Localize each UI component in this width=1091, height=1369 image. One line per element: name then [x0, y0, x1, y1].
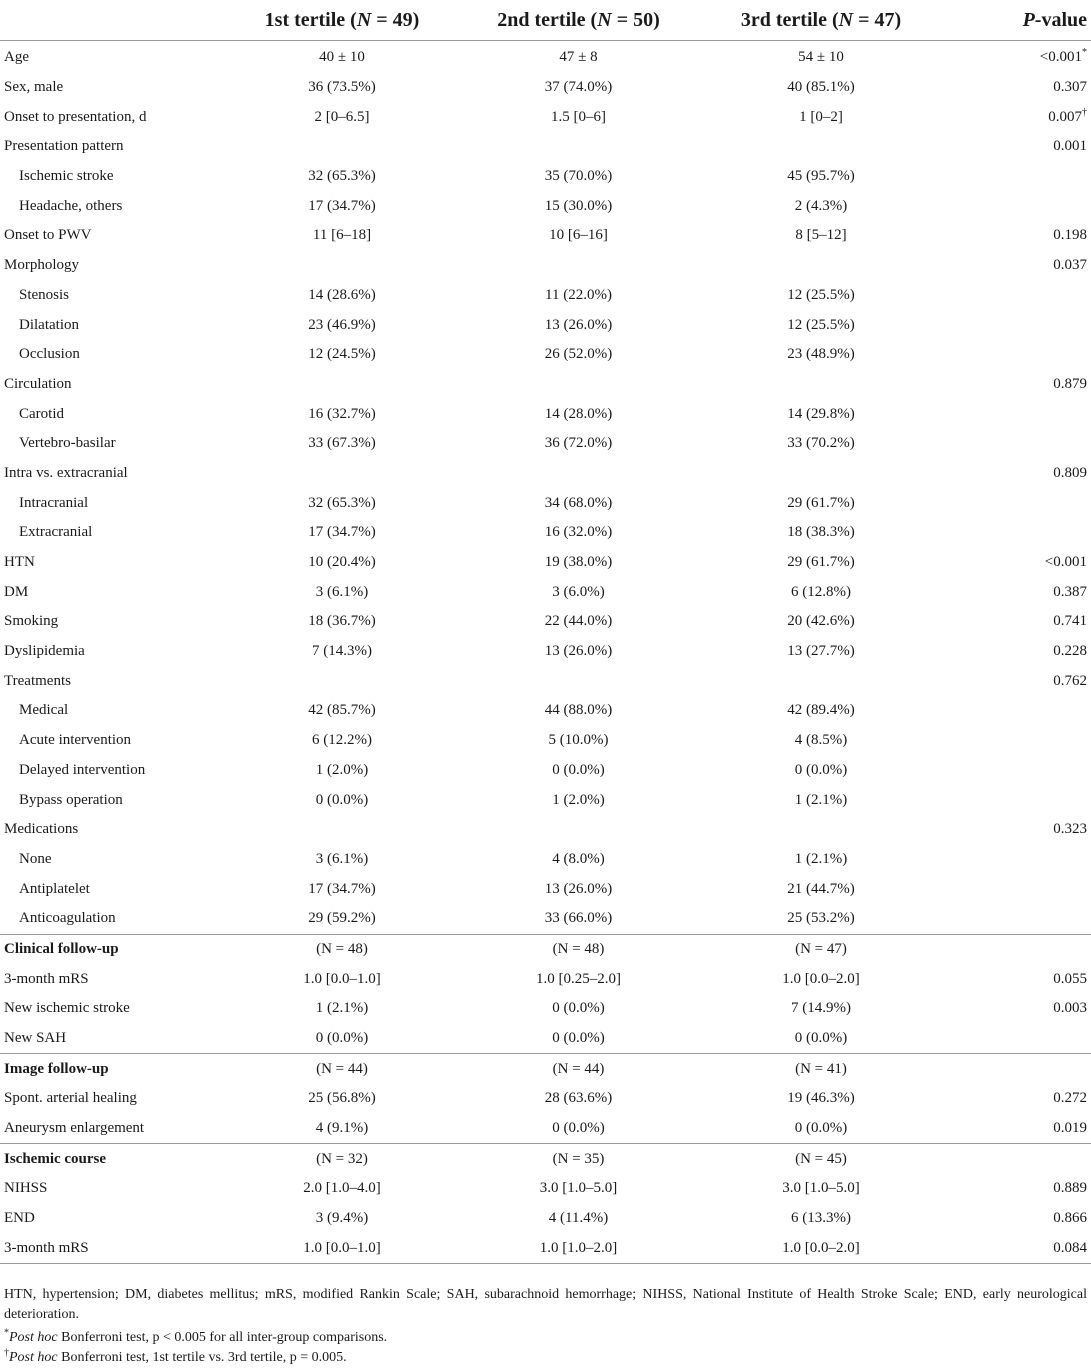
- cell-p-value: [941, 726, 1091, 756]
- cell-tertile-3: [701, 815, 941, 845]
- cell-p-value: [941, 73, 1091, 103]
- cell-tertile-3: 1 (2.1%): [794, 850, 848, 867]
- cell-p-value: [941, 1024, 1091, 1054]
- row-label: 3-month mRS: [4, 970, 89, 987]
- table-row: [0, 1024, 1091, 1054]
- cell-tertile-2: 34 (68.0%): [544, 494, 613, 511]
- row-label: Vertebro-basilar: [19, 435, 116, 452]
- footnote-2: †Post hoc Bonferroni test, 1st tertile vs. 3rd tertile, p = 0.005.: [4, 1347, 347, 1365]
- cell-tertile-3: 3.0 [1.0–5.0]: [782, 1180, 860, 1197]
- cell-p-value: [941, 488, 1091, 518]
- p-value-text: 0.387: [1053, 583, 1087, 600]
- row-label: Medical: [19, 702, 69, 719]
- row-label: Extracranial: [19, 524, 93, 541]
- row-label: Ischemic course: [4, 1150, 107, 1167]
- cell-tertile-3: 1.0 [0.0–2.0]: [782, 1239, 860, 1256]
- table-row: [0, 1084, 1091, 1114]
- cell-tertile-2: 13 (26.0%): [544, 316, 613, 333]
- cell-tertile-1: 25 (56.8%): [308, 1090, 376, 1107]
- cell-p-value: [941, 281, 1091, 311]
- cell-tertile-2: 33 (66.0%): [544, 910, 613, 927]
- row-label: Bypass operation: [19, 791, 123, 808]
- cell-tertile-2: 10 [6–16]: [549, 227, 608, 244]
- table-row: [0, 221, 1091, 251]
- cell-tertile-2: [456, 459, 701, 489]
- p-value-text: 0.007: [1048, 108, 1082, 125]
- row-label: Intra vs. extracranial: [4, 464, 128, 481]
- table-row: [0, 1114, 1091, 1144]
- table-row: [0, 607, 1091, 637]
- cell-tertile-3: 1 [0–2]: [799, 108, 843, 125]
- cell-p-value: [941, 459, 1091, 489]
- cell-tertile-1: 7 (14.3%): [312, 643, 372, 660]
- row-label: Dyslipidemia: [4, 643, 85, 660]
- cell-p-value: [941, 577, 1091, 607]
- table-row: [0, 696, 1091, 726]
- cell-tertile-1: 1.0 [0.0–1.0]: [303, 970, 381, 987]
- table-row: [0, 845, 1091, 875]
- cell-tertile-1: 40 ± 10: [319, 49, 365, 66]
- cell-tertile-1: 23 (46.9%): [308, 316, 376, 333]
- cell-tertile-1: 2 [0–6.5]: [314, 108, 370, 125]
- table-row: [0, 191, 1091, 221]
- cell-tertile-2: 35 (70.0%): [544, 168, 613, 185]
- cell-tertile-3: 2 (4.3%): [794, 197, 848, 214]
- p-value-text: 0.323: [1053, 821, 1087, 838]
- cell-tertile-1: 42 (85.7%): [308, 702, 376, 719]
- cell-p-value: [941, 548, 1091, 578]
- row-label: HTN: [4, 554, 35, 571]
- cell-tertile-3: 25 (53.2%): [787, 910, 855, 927]
- cell-tertile-2: 1 (2.0%): [552, 791, 605, 808]
- cell-p-value: [941, 964, 1091, 994]
- cell-tertile-2: 0 (0.0%): [552, 1030, 605, 1047]
- cell-p-value: [941, 310, 1091, 340]
- cell-tertile-2: 3.0 [1.0–5.0]: [539, 1180, 618, 1197]
- cell-tertile-3: 20 (42.6%): [787, 613, 855, 630]
- table-row: [0, 1234, 1091, 1264]
- cell-p-value: [941, 41, 1091, 73]
- cell-tertile-2: 28 (63.6%): [544, 1090, 613, 1107]
- cell-tertile-1: 10 (20.4%): [308, 554, 376, 571]
- cell-tertile-2: 0 (0.0%): [552, 1120, 605, 1137]
- cell-tertile-1: (N = 32): [316, 1150, 368, 1167]
- cell-tertile-3: 12 (25.5%): [787, 286, 855, 303]
- cell-tertile-2: [456, 815, 701, 845]
- cell-tertile-3: (N = 41): [795, 1060, 847, 1077]
- cell-tertile-1: 17 (34.7%): [308, 524, 376, 541]
- header-tertile-2: 2nd tertile (N = 50): [497, 8, 660, 31]
- table-row: [0, 577, 1091, 607]
- cell-tertile-2: 37 (74.0%): [544, 79, 613, 96]
- cell-tertile-3: 23 (48.9%): [787, 346, 855, 363]
- cell-tertile-3: (N = 47): [795, 940, 847, 957]
- cell-tertile-3: [701, 459, 941, 489]
- row-label: Dilatation: [19, 316, 79, 333]
- cell-tertile-3: 0 (0.0%): [794, 1120, 848, 1137]
- row-label: Presentation pattern: [4, 138, 124, 155]
- cell-tertile-2: 36 (72.0%): [544, 435, 613, 452]
- cell-tertile-1: 29 (59.2%): [308, 910, 376, 927]
- table-row: [0, 340, 1091, 370]
- table-row: [0, 102, 1091, 132]
- cell-tertile-1: 18 (36.7%): [308, 613, 376, 630]
- cell-tertile-3: 12 (25.5%): [787, 316, 855, 333]
- cell-tertile-3: 54 ± 10: [798, 49, 844, 66]
- cell-tertile-2: 5 (10.0%): [548, 732, 609, 749]
- row-label: Medications: [4, 821, 79, 838]
- cell-tertile-1: [228, 251, 456, 281]
- cell-tertile-2: [456, 666, 701, 696]
- p-value-text: <0.001: [1044, 554, 1087, 571]
- cell-tertile-1: 4 (9.1%): [315, 1120, 369, 1137]
- cell-tertile-1: 3 (6.1%): [315, 583, 369, 600]
- p-value-text: 0.037: [1053, 257, 1087, 274]
- header-tertile-1: 1st tertile (N = 49): [264, 8, 420, 31]
- cell-tertile-1: 33 (67.3%): [308, 435, 376, 452]
- cell-tertile-3: 6 (13.3%): [791, 1210, 851, 1227]
- cell-p-value: [941, 1174, 1091, 1204]
- cell-p-value: [941, 518, 1091, 548]
- cell-tertile-1: 12 (24.5%): [308, 346, 376, 363]
- cell-tertile-3: 0 (0.0%): [794, 1030, 848, 1047]
- table-row: [0, 756, 1091, 786]
- cell-tertile-2: 1.5 [0–6]: [551, 108, 606, 125]
- cell-tertile-3: 4 (8.5%): [794, 732, 848, 749]
- table-row: [0, 548, 1091, 578]
- row-label: Smoking: [4, 613, 59, 630]
- table-row: [0, 637, 1091, 667]
- p-value-text: 0.228: [1053, 643, 1087, 660]
- p-value-text: 0.001: [1053, 138, 1087, 155]
- row-label: Morphology: [4, 257, 79, 274]
- cell-p-value: [941, 1234, 1091, 1264]
- cell-p-value: [941, 756, 1091, 786]
- cell-tertile-3: 19 (46.3%): [787, 1090, 855, 1107]
- p-value-text: 0.272: [1053, 1090, 1087, 1107]
- cell-p-value: [941, 1114, 1091, 1144]
- p-value-text: 0.019: [1053, 1120, 1087, 1137]
- row-label: Onset to PWV: [4, 227, 92, 244]
- table-row: [0, 399, 1091, 429]
- cell-tertile-2: [456, 251, 701, 281]
- cell-tertile-3: 8 [5–12]: [795, 227, 847, 244]
- cell-tertile-3: 1.0 [0.0–2.0]: [782, 970, 860, 987]
- cell-tertile-2: 44 (88.0%): [544, 702, 613, 719]
- cell-p-value: [941, 696, 1091, 726]
- table-row: [0, 994, 1091, 1024]
- cell-tertile-1: [228, 459, 456, 489]
- cell-tertile-1: 17 (34.7%): [308, 197, 376, 214]
- cell-p-value: [941, 666, 1091, 696]
- cell-tertile-2: 0 (0.0%): [552, 1000, 605, 1017]
- row-label: Stenosis: [19, 286, 70, 303]
- row-label: Age: [4, 49, 29, 66]
- row-label: Treatments: [4, 672, 71, 689]
- cell-tertile-1: [228, 815, 456, 845]
- cell-p-value: [941, 607, 1091, 637]
- row-label: Circulation: [4, 375, 72, 392]
- cell-tertile-1: 14 (28.6%): [308, 286, 376, 303]
- table-row: [0, 666, 1091, 696]
- table-row: [0, 934, 1091, 964]
- cell-tertile-1: 1.0 [0.0–1.0]: [303, 1239, 381, 1256]
- row-label: Antiplatelet: [19, 880, 90, 897]
- cell-tertile-3: 29 (61.7%): [787, 494, 855, 511]
- cell-tertile-3: [701, 370, 941, 400]
- header-p-value: P-value: [1022, 8, 1087, 31]
- cell-tertile-2: 11 (22.0%): [545, 286, 612, 303]
- p-value-text: 0.003: [1053, 1000, 1087, 1017]
- cell-p-value: [941, 845, 1091, 875]
- cell-tertile-1: 3 (6.1%): [315, 850, 369, 867]
- cell-tertile-3: 7 (14.9%): [791, 1000, 851, 1017]
- row-label: DM: [4, 583, 29, 600]
- cell-tertile-1: 2.0 [1.0–4.0]: [303, 1180, 381, 1197]
- cell-p-value: [941, 874, 1091, 904]
- cell-tertile-3: 13 (27.7%): [787, 643, 855, 660]
- p-value-text: 0.198: [1053, 227, 1087, 244]
- cell-p-value: [941, 1054, 1091, 1084]
- cell-tertile-2: 13 (26.0%): [544, 880, 613, 897]
- cell-tertile-2: 4 (8.0%): [552, 850, 605, 867]
- cell-p-value: [941, 370, 1091, 400]
- cell-p-value: [941, 221, 1091, 251]
- cell-p-value: [941, 429, 1091, 459]
- cell-p-value: [941, 191, 1091, 221]
- row-label: None: [19, 850, 52, 867]
- cell-p-value: [941, 994, 1091, 1024]
- cell-p-value: [941, 904, 1091, 934]
- cell-tertile-2: 0 (0.0%): [552, 761, 605, 778]
- cell-tertile-1: 1 (2.0%): [315, 761, 369, 778]
- cell-p-value: [941, 637, 1091, 667]
- header-label-column: [0, 0, 228, 41]
- cell-tertile-3: 45 (95.7%): [787, 168, 855, 185]
- table-row: [0, 459, 1091, 489]
- row-label: Occlusion: [19, 346, 80, 363]
- cell-p-value: [941, 102, 1091, 132]
- cell-tertile-2: 16 (32.0%): [544, 524, 613, 541]
- cell-p-value: [941, 1084, 1091, 1114]
- cell-p-value: [941, 162, 1091, 192]
- cell-tertile-2: [456, 132, 701, 162]
- row-label: Ischemic stroke: [19, 168, 114, 185]
- cell-tertile-3: 0 (0.0%): [794, 761, 848, 778]
- p-value-text: 0.307: [1053, 79, 1087, 96]
- table-row: [0, 488, 1091, 518]
- p-value-text: 0.741: [1053, 613, 1087, 630]
- row-label: END: [4, 1210, 35, 1227]
- cell-tertile-2: 15 (30.0%): [544, 197, 613, 214]
- cell-tertile-1: [228, 370, 456, 400]
- cell-tertile-3: 29 (61.7%): [787, 554, 855, 571]
- row-label: Spont. arterial healing: [4, 1090, 137, 1107]
- cell-tertile-1: 11 [6–18]: [312, 227, 372, 244]
- footnote-marker: *: [1082, 47, 1087, 59]
- cell-p-value: [941, 1204, 1091, 1234]
- table-row: [0, 1204, 1091, 1234]
- cell-tertile-3: (N = 45): [795, 1150, 847, 1167]
- cell-tertile-1: 17 (34.7%): [308, 880, 376, 897]
- p-value-text: <0.001: [1039, 49, 1082, 66]
- table-row: [0, 73, 1091, 103]
- row-label: NIHSS: [4, 1180, 48, 1197]
- cell-tertile-1: 16 (32.7%): [308, 405, 376, 422]
- cell-tertile-2: 26 (52.0%): [544, 346, 613, 363]
- cell-tertile-2: 13 (26.0%): [544, 643, 613, 660]
- cell-p-value: [941, 132, 1091, 162]
- cell-tertile-3: 40 (85.1%): [787, 79, 855, 96]
- cell-tertile-1: 0 (0.0%): [315, 1030, 369, 1047]
- p-value-text: 0.084: [1053, 1239, 1087, 1256]
- cell-tertile-2: (N = 48): [552, 940, 605, 957]
- row-label: Carotid: [19, 405, 64, 422]
- cell-tertile-3: 42 (89.4%): [787, 702, 855, 719]
- cell-tertile-2: 1.0 [1.0–2.0]: [539, 1239, 618, 1256]
- cell-tertile-2: 19 (38.0%): [544, 554, 613, 571]
- cell-tertile-2: 1.0 [0.25–2.0]: [536, 970, 621, 987]
- table-row: [0, 370, 1091, 400]
- row-label: Anticoagulation: [19, 910, 116, 927]
- row-label: Acute intervention: [19, 732, 132, 749]
- cell-tertile-3: 1 (2.1%): [794, 791, 848, 808]
- row-label: Aneurysm enlargement: [4, 1120, 145, 1137]
- cell-tertile-2: (N = 44): [552, 1060, 605, 1077]
- cell-tertile-1: [228, 132, 456, 162]
- p-value-text: 0.879: [1053, 375, 1087, 392]
- table-row: [0, 726, 1091, 756]
- cell-tertile-1: 1 (2.1%): [315, 1000, 369, 1017]
- table-row: [0, 251, 1091, 281]
- table-row: [0, 41, 1091, 73]
- table-row: [0, 162, 1091, 192]
- cell-tertile-1: (N = 44): [316, 1060, 368, 1077]
- table-row: [0, 1054, 1091, 1084]
- cell-tertile-3: [701, 251, 941, 281]
- cell-tertile-1: [228, 666, 456, 696]
- p-value-text: 0.055: [1053, 970, 1087, 987]
- row-label: Sex, male: [4, 79, 64, 96]
- header-tertile-3: 3rd tertile (N = 47): [740, 8, 902, 31]
- cell-tertile-1: 0 (0.0%): [315, 791, 369, 808]
- cell-tertile-1: 32 (65.3%): [308, 494, 376, 511]
- cell-p-value: [941, 815, 1091, 845]
- cell-p-value: [941, 399, 1091, 429]
- cell-tertile-1: 6 (12.2%): [312, 732, 372, 749]
- cell-p-value: [941, 1144, 1091, 1174]
- table-row: [0, 964, 1091, 994]
- row-label: Headache, others: [19, 197, 123, 214]
- cell-tertile-1: 3 (9.4%): [315, 1210, 369, 1227]
- table-body: [0, 41, 1091, 1264]
- cell-tertile-2: 14 (28.0%): [544, 405, 613, 422]
- table-row: [0, 815, 1091, 845]
- p-value-text: 0.809: [1053, 464, 1087, 481]
- cell-tertile-3: 14 (29.8%): [787, 405, 855, 422]
- row-label: Clinical follow-up: [4, 940, 119, 957]
- table-row: [0, 785, 1091, 815]
- table-row: [0, 310, 1091, 340]
- row-label: Delayed intervention: [19, 761, 146, 778]
- table-row: [0, 429, 1091, 459]
- cell-tertile-3: [701, 132, 941, 162]
- cell-p-value: [941, 251, 1091, 281]
- table-row: [0, 1144, 1091, 1174]
- row-label: New ischemic stroke: [4, 1000, 130, 1017]
- row-label: New SAH: [4, 1030, 67, 1047]
- cell-tertile-1: 32 (65.3%): [308, 168, 376, 185]
- p-value-text: 0.762: [1053, 672, 1087, 689]
- row-label: 3-month mRS: [4, 1239, 89, 1256]
- row-label: Intracranial: [19, 494, 89, 511]
- cell-tertile-2: [456, 370, 701, 400]
- cell-p-value: [941, 340, 1091, 370]
- table-row: [0, 518, 1091, 548]
- cell-tertile-2: 4 (11.4%): [548, 1210, 609, 1227]
- cell-tertile-3: [701, 666, 941, 696]
- table-row: [0, 132, 1091, 162]
- p-value-text: 0.866: [1053, 1210, 1087, 1227]
- footnote-abbreviations: HTN, hypertension; DM, diabetes mellitus; mRS, modified Rankin Scale; SAH, subarachnoid hemorrhage; NIHSS, National Institute of Health Stroke Scale; END, early neurological deterioration.: [4, 1287, 1087, 1322]
- cell-tertile-2: 47 ± 8: [559, 49, 598, 66]
- cell-tertile-3: 21 (44.7%): [787, 880, 855, 897]
- cell-tertile-3: 6 (12.8%): [791, 583, 851, 600]
- cell-tertile-2: 3 (6.0%): [552, 583, 605, 600]
- cell-tertile-2: (N = 35): [552, 1150, 605, 1167]
- table-row: [0, 904, 1091, 934]
- cell-tertile-2: 22 (44.0%): [544, 613, 613, 630]
- footnote-marker: †: [1082, 106, 1087, 118]
- header-row: [0, 0, 1091, 41]
- cell-tertile-1: 36 (73.5%): [308, 79, 376, 96]
- cell-p-value: [941, 785, 1091, 815]
- row-label: Image follow-up: [4, 1060, 109, 1077]
- cell-tertile-3: 33 (70.2%): [787, 435, 855, 452]
- footnote-1: *Post hoc Bonferroni test, p < 0.005 for all inter-group comparisons.: [4, 1327, 388, 1345]
- table-row: [0, 281, 1091, 311]
- p-value-text: 0.889: [1053, 1180, 1087, 1197]
- table-row: [0, 1174, 1091, 1204]
- cell-tertile-1: (N = 48): [316, 940, 368, 957]
- cell-tertile-3: 18 (38.3%): [787, 524, 855, 541]
- row-label: Onset to presentation, d: [4, 108, 147, 125]
- table-row: [0, 874, 1091, 904]
- cell-p-value: [941, 934, 1091, 964]
